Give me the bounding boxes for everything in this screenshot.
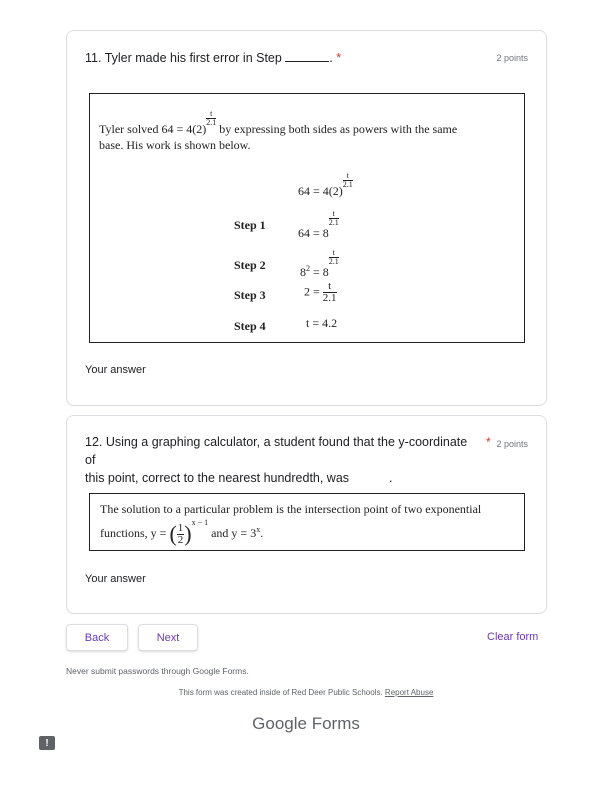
question-11-card <box>66 30 547 406</box>
next-button[interactable]: Next <box>138 624 198 651</box>
step-3-equation: 2 = $\frac{t}{2.1}$ <box>304 280 337 304</box>
question-12-points: 2 points <box>496 439 528 449</box>
equation-original: 64 = 4(2) $\frac{t}{2.1}$ <box>298 171 353 198</box>
question-12-card <box>66 415 547 614</box>
back-button[interactable]: Back <box>66 624 128 651</box>
required-asterisk: * <box>486 435 491 449</box>
functions-line: functions, y = ( $\frac{1}{2}$ )$^{x - 1}$ and $y = 3^x$. <box>100 518 264 546</box>
clear-form-button[interactable]: Clear form <box>487 631 539 643</box>
step-4-equation: t = 4.2 <box>306 316 338 330</box>
question-12-image: The solution to a particular problem is the intersection point of two exponential functions, y = ( $\frac{1}{2}$ )$^{x - 1}$ and $y = 3^x$. <box>89 493 525 551</box>
step-1-equation: 64 = 8 $\frac{t}{2.1}$ <box>298 209 339 240</box>
answer-blank <box>285 51 329 62</box>
question-12-answer-input[interactable]: Your answer <box>85 573 146 585</box>
question-11-image <box>89 93 525 343</box>
question-11-title: 11. Tyler made his first error in Step . * <box>85 51 342 65</box>
password-warning: Never submit passwords through Google Forms. <box>66 666 249 676</box>
question-11-answer-input[interactable]: Your answer <box>85 364 146 376</box>
step-3-label: Step 3 <box>234 288 266 302</box>
step-4-label: Step 4 <box>234 319 266 333</box>
intro-text: Tyler solved 64 = 4(2) $\frac{t}{2.1}$ by expressing both sides as powers with the same base. His work is shown below. <box>99 109 458 152</box>
created-notice: This form was created inside of Red Deer Public Schools. Report Abuse <box>178 688 434 697</box>
required-asterisk: * <box>336 51 342 65</box>
report-abuse-link[interactable]: Report Abuse <box>384 688 434 697</box>
step-1-label: Step 1 <box>234 218 266 232</box>
question-11-points: 2 points <box>496 53 528 63</box>
step-2-equation: $8^2 = 8$ $\frac{t}{2.1}$ <box>300 248 339 279</box>
google-forms-logo: Google Forms <box>252 714 360 733</box>
report-issue-icon[interactable]: ! <box>39 736 55 750</box>
step-2-label: Step 2 <box>234 258 266 272</box>
question-12-title: 12. Using a graphing calculator, a student found that the y-coordinate of this point, correct to the nearest hundredth, was . <box>85 435 468 485</box>
